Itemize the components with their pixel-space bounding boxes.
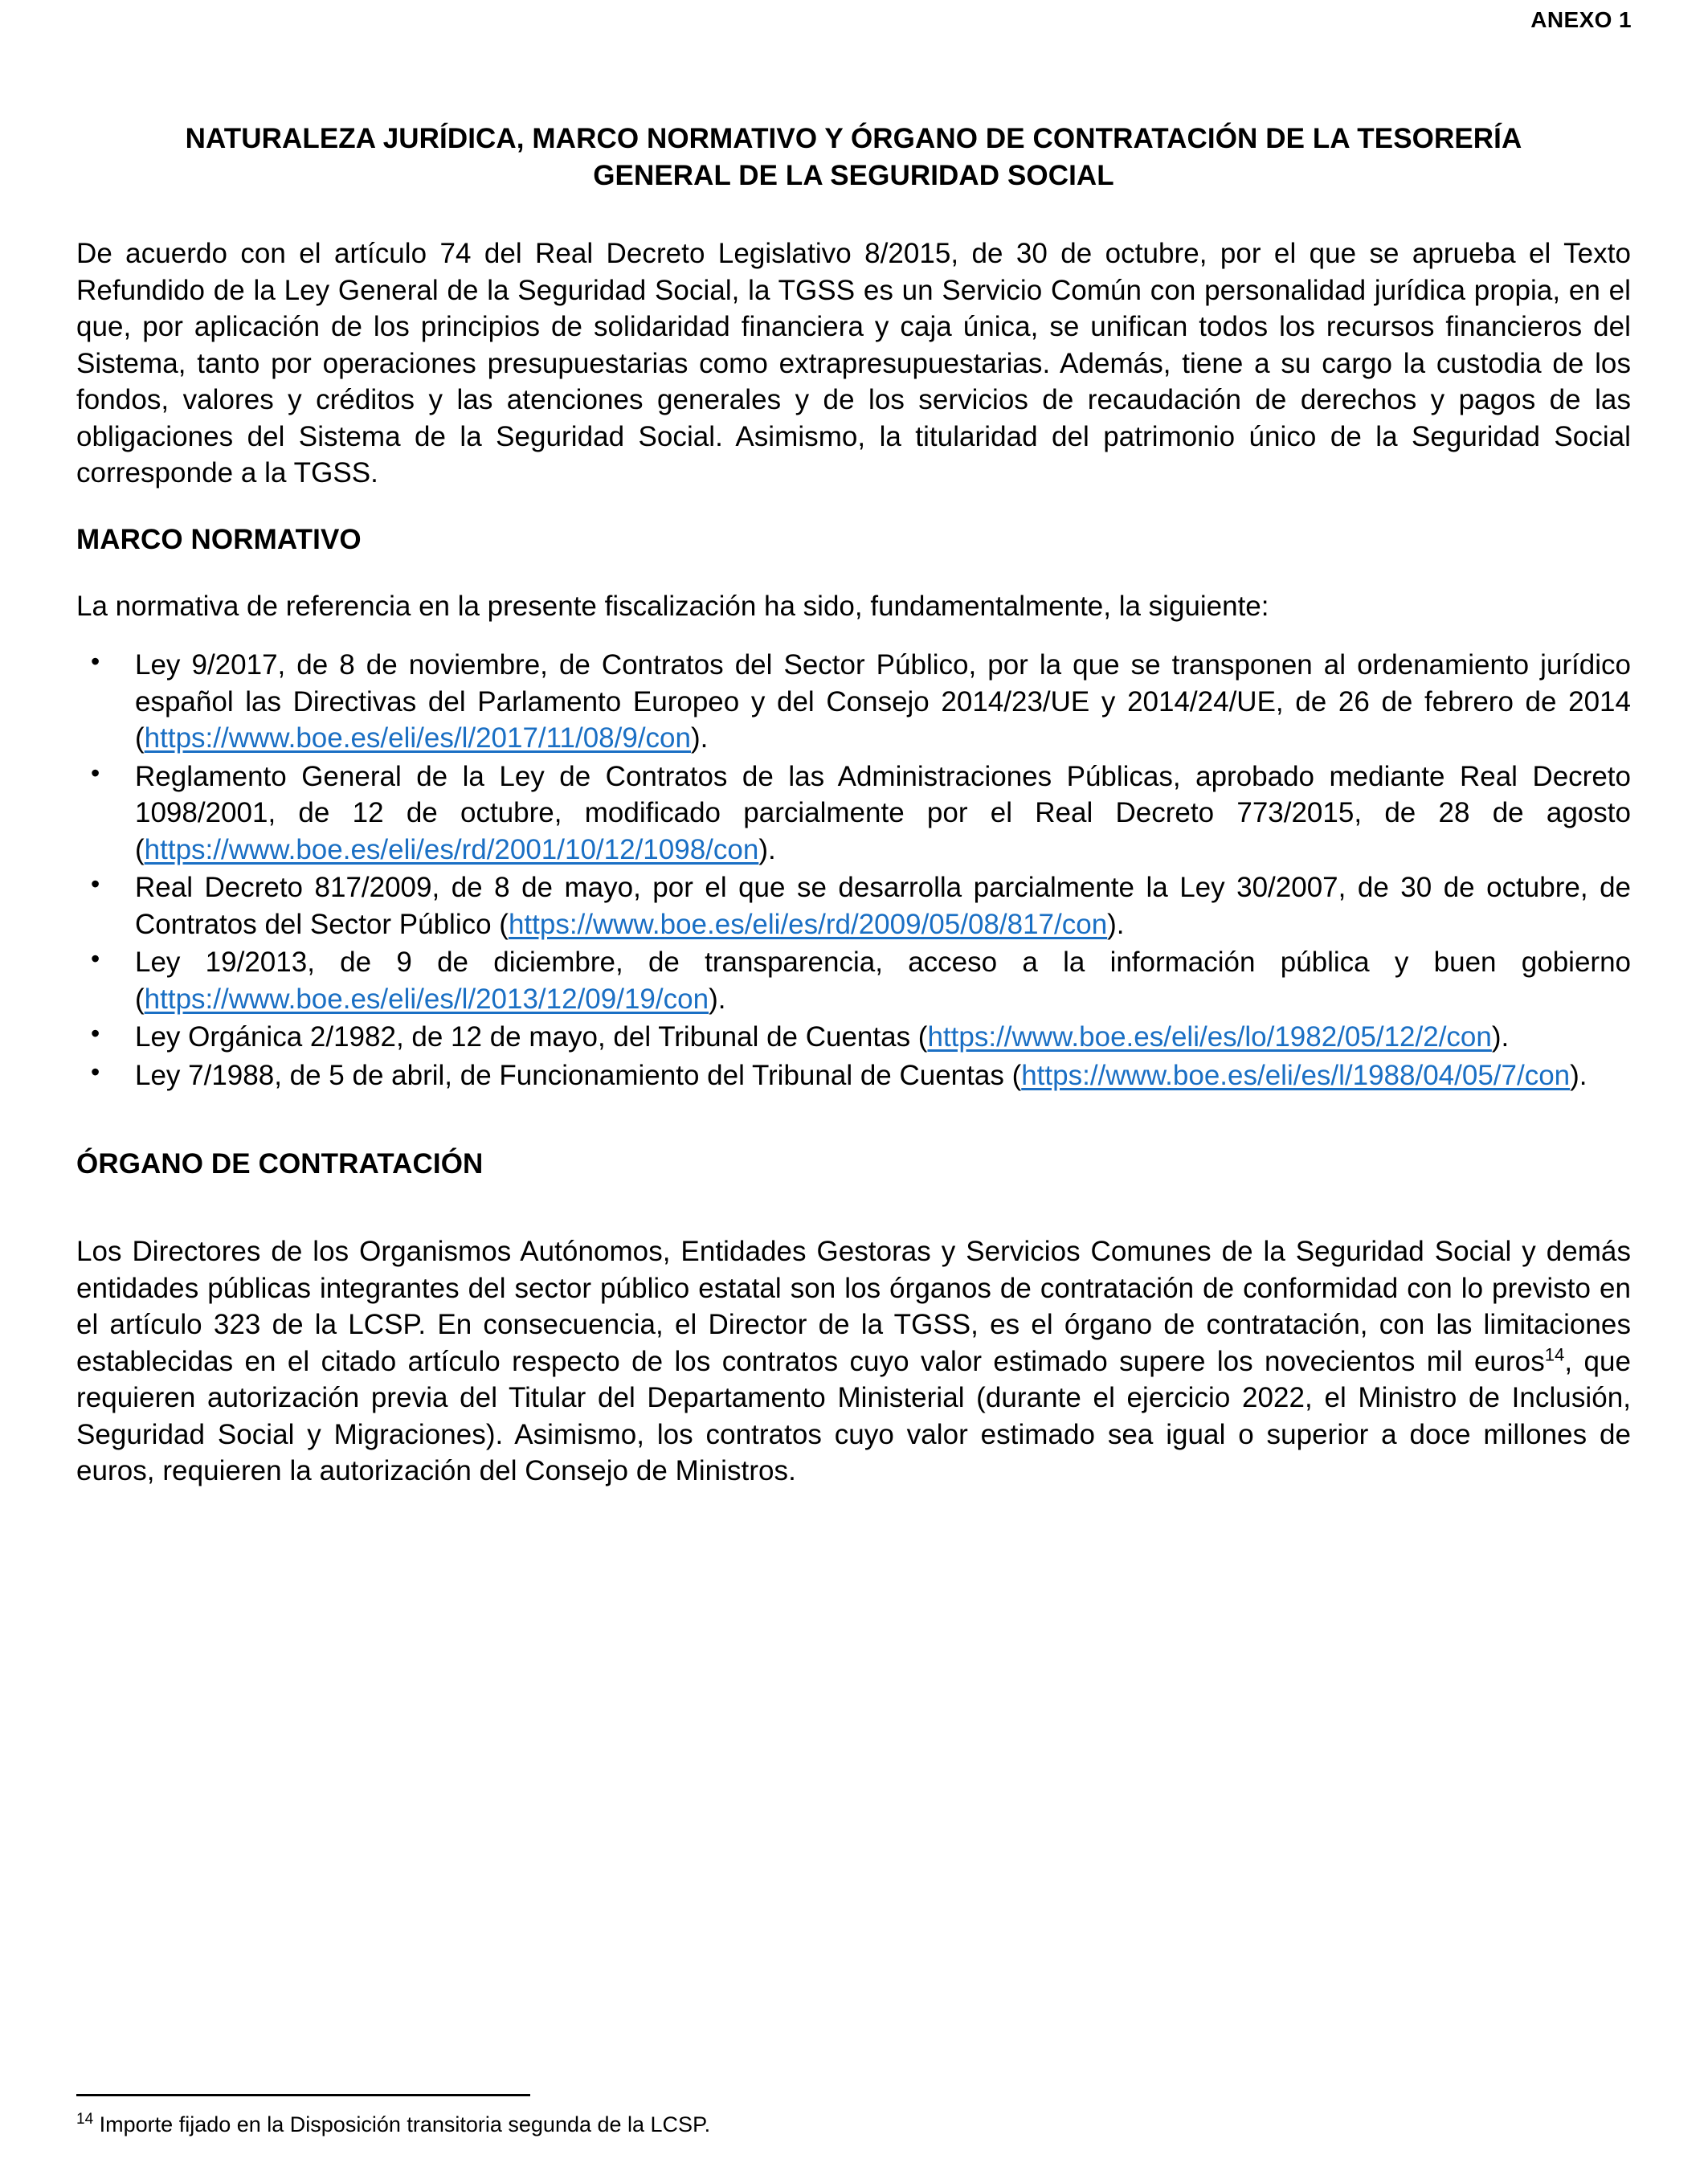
list-item (76, 1019, 1631, 1056)
footnote-body: Importe fijado en la Disposición transitoria segunda de la LCSP. (99, 2112, 711, 2136)
boe-link[interactable]: https://www.boe.es/eli/es/lo/1982/05/12/2/con (927, 1021, 1492, 1053)
list-item-text: Real Decreto 817/2009, de 8 de mayo, por el que se desarrolla parcialmente la Ley 30/2007, de 30 de octubre, de Contratos del Sector Público ( (135, 872, 1631, 940)
list-item-text-tail: ). (709, 983, 726, 1015)
list-item-text: Ley Orgánica 2/1982, de 12 de mayo, del Tribunal de Cuentas ( (135, 1021, 928, 1053)
organo-paragraph-part-1: Los Directores de los Organismos Autónomos, Entidades Gestoras y Servicios Comunes de la Seguridad Social y demás entidades públicas integrantes del sector público estatal son los órganos de contratación de conformidad con lo previsto en el artículo 323 de la LCSP. En consecuencia, el Director de la TGSS, es el órgano de contratación, con las limitaciones establecidas en el citado artículo respecto de los contratos cuyo valor estimado supere los novecientos mil euros (76, 1236, 1631, 1377)
document-content (76, 121, 1631, 1517)
list-item-text-tail: ). (1491, 1021, 1510, 1053)
organo-contratacion-paragraph (76, 1233, 1631, 1490)
footnote-text (93, 2112, 100, 2136)
page-title-line-2: TESORERÍA GENERAL DE LA SEGURIDAD SOCIAL (593, 123, 1522, 191)
list-item-text: Ley 7/1988, de 5 de abril, de Funcionamiento del Tribunal de Cuentas ( (135, 1059, 1022, 1091)
organo-paragraph-part-2: , que requieren autorización previa del Titular del Departamento Ministerial (durante el ejercicio 2022, el Ministro de Inclusión, Seguridad Social y Migraciones). Asimismo, los contratos cuyo valor estimado sea igual o superior a doce millones de euros, requieren la autorización del Consejo de Ministros. (76, 1345, 1631, 1486)
list-item (76, 944, 1631, 1017)
bullet-icon: • (91, 869, 100, 898)
boe-link[interactable]: https://www.boe.es/eli/es/l/2017/11/08/9/con (144, 722, 691, 754)
boe-link[interactable]: https://www.boe.es/eli/es/rd/2001/10/12/1098/con (144, 833, 759, 865)
page-title-line-1: NATURALEZA JURÍDICA, MARCO NORMATIVO Y ÓRGANO DE CONTRATACIÓN DE LA (185, 123, 1350, 154)
footnote-reference[interactable]: 14 (1544, 1343, 1565, 1364)
section-heading-marco-normativo: MARCO NORMATIVO (76, 523, 362, 555)
list-item-text: Ley 19/2013, de 9 de diciembre, de transparencia, acceso a la información pública y buen gobierno ( (135, 947, 1631, 1015)
intro-paragraph: De acuerdo con el artículo 74 del Real Decreto Legislativo 8/2015, de 30 de octubre, por el que se aprueba el Texto Refundido de la Ley General de la Seguridad Social, la TGSS es un Servicio Común con personalidad jurídica propia, en el que, por aplicación de los principios de solidaridad financiera y caja única, se unifican todos los recursos financieros del Sistema, tanto por operaciones presupuestarias como extrapresupuestarias. Además, tiene a su cargo la custodia de los fondos, valores y créditos y las atenciones generales y de los servicios de recaudación de derechos y pagos de las obligaciones del Sistema de la Seguridad Social. Asimismo, la titularidad del patrimonio único de la Seguridad Social corresponde a la TGSS. (76, 238, 1631, 489)
bullet-icon: • (91, 944, 100, 973)
list-item (76, 758, 1631, 869)
bullet-icon: • (91, 647, 100, 676)
list-item-text-tail: ). (1107, 908, 1125, 940)
footnote-entry (76, 2111, 1631, 2139)
footnote-separator-rule (76, 2094, 530, 2096)
list-item (76, 1057, 1631, 1094)
list-item-text-tail: ). (758, 833, 776, 865)
list-item-text: Reglamento General de la Ley de Contratos de las Administraciones Públicas, aprobado mediante Real Decreto 1098/2001, de 12 de octubre, modificado parcialmente por el Real Decreto 773/2015, de 28 de agosto ( (135, 760, 1631, 865)
marco-normativo-list (76, 647, 1631, 1094)
footnote-number: 14 (76, 2110, 94, 2128)
boe-link[interactable]: https://www.boe.es/eli/es/l/2013/12/09/19/con (144, 983, 709, 1015)
marco-normativo-lead: La normativa de referencia en la presente fiscalización ha sido, fundamentalmente, la siguiente: (76, 590, 1269, 622)
page-header-annex: ANEXO 1 (1530, 7, 1632, 32)
bullet-icon: • (91, 1019, 100, 1048)
section-heading-organo-contratacion: ÓRGANO DE CONTRATACIÓN (76, 1148, 484, 1180)
bullet-icon: • (91, 758, 100, 787)
boe-link[interactable]: https://www.boe.es/eli/es/l/1988/04/05/7/con (1021, 1059, 1571, 1091)
page-title (76, 121, 1631, 194)
list-item-text-tail: ). (1570, 1059, 1587, 1091)
boe-link[interactable]: https://www.boe.es/eli/es/rd/2009/05/08/817/con (508, 908, 1108, 940)
list-item (76, 869, 1631, 942)
bullet-icon: • (91, 1057, 100, 1086)
list-item (76, 647, 1631, 757)
list-item-text-tail: ). (691, 722, 709, 754)
list-item-text: Ley 9/2017, de 8 de noviembre, de Contratos del Sector Público, por la que se transponen al ordenamiento jurídico español las Directivas del Parlamento Europeo y del Consejo 2014/23/UE y 2014/24/UE, de 26 de febrero de 2014 ( (135, 649, 1631, 754)
footnote-area (76, 2094, 1631, 2139)
